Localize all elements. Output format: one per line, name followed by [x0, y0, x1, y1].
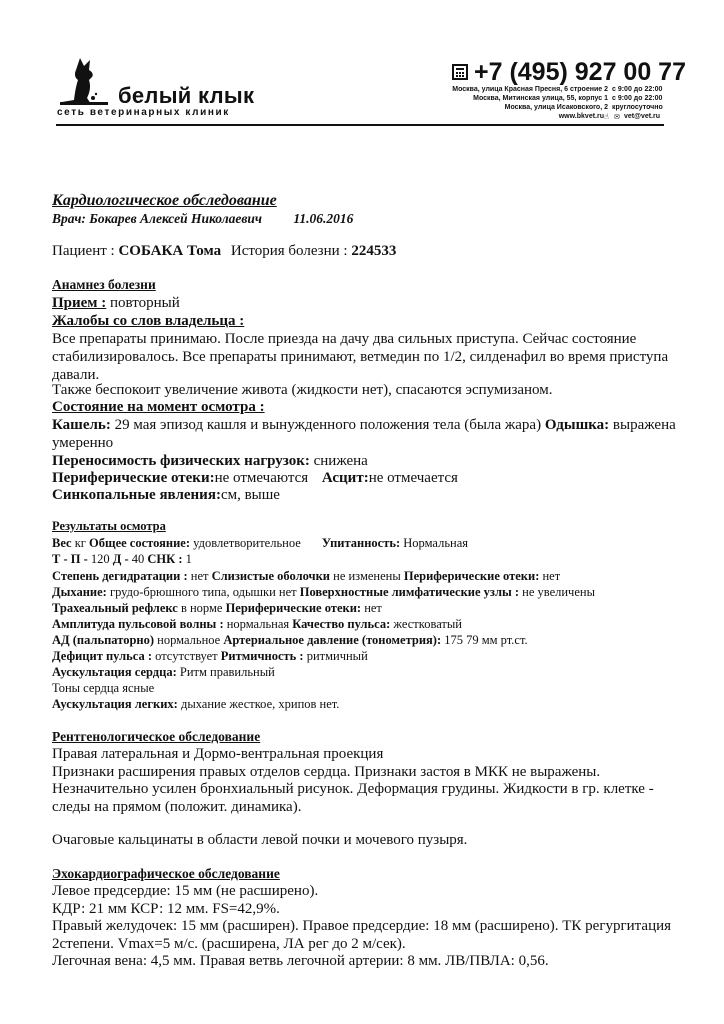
edema-label: Периферические отеки:: [52, 470, 215, 486]
white-fang-dog-logo-icon: [60, 56, 110, 108]
tolerance-line: [52, 452, 368, 470]
general-label: Общее состояние:: [89, 536, 191, 550]
syncope-label: Синкопальные явления:: [52, 487, 221, 503]
complaints-line-1: Все препараты принимаю. После приезда на дачу два сильных приступа. Сейчас состояние: [52, 331, 637, 347]
resp-label: Д -: [112, 552, 129, 566]
vitals-line: [52, 551, 192, 567]
phone-icon: [452, 64, 468, 80]
dehydration-line: Степень дегидратации : нет Слизистые оболочки не изменены Периферические отеки: нет: [52, 569, 561, 583]
dyspnea-label: Одышка:: [544, 417, 610, 433]
cough-line: [52, 416, 676, 434]
complaints-line-2: стабилизировалось. Все препараты принимают, ветмедин по 1/2, силденафил во время приступа: [52, 349, 669, 365]
patient-label: Пациент :: [52, 243, 115, 259]
exam-heading: Результаты осмотра: [52, 519, 166, 533]
xray-line-4: следы на прямом (положит. динамика).: [52, 799, 302, 815]
state-label: Состояние на момент осмотра :: [52, 399, 265, 415]
complaints-line-4: Также беспокоит увеличение живота (жидкости нет), спасаются эспумизаном.: [52, 382, 553, 398]
address-1: Москва, улица Красная Пресня, 6 строение 2: [452, 86, 608, 93]
edema-value: не отмечаются: [214, 470, 309, 486]
syncope-line: [52, 486, 280, 504]
xray-extra: Очаговые кальцинаты в области левой почки и мочевого пузыря.: [52, 832, 468, 848]
ascites-value: не отмечается: [368, 470, 458, 486]
snk-value: 1: [185, 552, 192, 566]
complaints-label: Жалобы со слов владельца :: [52, 313, 245, 329]
xray-line-3: Незначительно усилен бронхиальный рисунок. Деформация грудины. Жидкости в гр. клетке -: [52, 781, 654, 797]
snk-label: СНК :: [147, 552, 183, 566]
xray-heading: Рентгенологическое обследование: [52, 729, 261, 744]
email-icon: ✉: [614, 114, 620, 121]
pulse-deficit-line: Дефицит пульса : отсутствует Ритмичность : ритмичный: [52, 649, 368, 663]
general-value: удовлетворительное: [193, 536, 301, 550]
weight-line: [52, 535, 468, 551]
brand-name: белый клык: [118, 83, 255, 108]
weight-unit: кг: [74, 536, 86, 550]
visit-line: [52, 294, 180, 312]
history-label: История болезни :: [230, 243, 348, 259]
blood-pressure-line: АД (пальпаторно) нормальное Артериальное давление (тонометрия): 175 79 мм рт.ст.: [52, 633, 528, 647]
echo-line-4: 2степени. Vmax=5 м/с. (расширена, ЛА рег до 2 м/сек).: [52, 936, 406, 952]
clinic-phone[interactable]: +7 (495) 927 00 77: [474, 58, 686, 86]
resp-value: 40: [131, 552, 145, 566]
pulse-value: 120: [90, 552, 110, 566]
brand-subtitle: сеть ветеринарных клиник: [57, 107, 230, 118]
echo-line-3: Правый желудочек: 15 мм (расширен). Правое предсердие: 18 мм (расширено). ТК регургитация: [52, 918, 672, 934]
lung-auscultation-line: Аускультация легких: дыхание жесткое, хрипов нет.: [52, 697, 340, 711]
ascites-label: Асцит:: [321, 470, 369, 486]
hours-1: с 9:00 до 22:00: [612, 86, 663, 93]
pulse-label: П -: [70, 552, 88, 566]
doctor-name: Бокарев Алексей Николаевич: [89, 211, 263, 226]
visit-label: Прием :: [52, 295, 107, 311]
history-number: 224533: [351, 243, 397, 259]
patient-line: [52, 242, 396, 260]
tolerance-value: снижена: [313, 453, 368, 469]
heart-tones: Тоны сердца ясные: [52, 681, 155, 695]
hours-3: круглосуточно: [612, 104, 663, 111]
hours-2: с 9:00 до 22:00: [612, 95, 663, 102]
echo-line-2: КДР: 21 мм КСР: 12 мм. FS=42,9%.: [52, 901, 280, 917]
doctor-label: Врач:: [52, 211, 86, 226]
cough-label: Кашель:: [52, 417, 111, 433]
echo-line-1: Левое предсердие: 15 мм (не расширено).: [52, 883, 319, 899]
exam-date: 11.06.2016: [293, 211, 354, 226]
header-divider: [56, 124, 664, 126]
website-link[interactable]: www.bkvet.ru: [558, 113, 604, 120]
doctor-line: [52, 211, 353, 227]
xray-line-2: Признаки расширения правых отделов сердца. Признаки застоя в МКК не выражены.: [52, 764, 601, 780]
cursor-icon: ☝: [604, 112, 609, 121]
weight-label: Вес: [52, 536, 72, 550]
echo-line-5: Легочная вена: 4,5 мм. Правая ветвь легочной артерии: 8 мм. ЛВ/ПВЛА: 0,56.: [52, 953, 549, 969]
cough-value: 29 мая эпизод кашля и вынужденного положения тела (была жара): [114, 417, 542, 433]
nutrition-value: Нормальная: [403, 536, 469, 550]
address-2: Москва, Митинская улица, 55, корпус 1: [473, 95, 608, 102]
heart-auscultation-line: Аускультация сердца: Ритм правильный: [52, 665, 275, 679]
pulse-amplitude-line: Амплитуда пульсовой волны : нормальная Качество пульса: жестковатый: [52, 617, 462, 631]
document-title: Кардиологическое обследование: [52, 192, 277, 209]
complaints-line-3: давали.: [52, 367, 100, 383]
syncope-value: см, выше: [220, 487, 280, 503]
tracheal-line: Трахеальный рефлекс в норме Периферические отеки: нет: [52, 601, 382, 615]
visit-value: повторный: [110, 295, 180, 311]
tolerance-label: Переносимость физических нагрузок:: [52, 453, 310, 469]
address-3: Москва, улица Исаковского, 2: [504, 104, 608, 111]
echo-heading: Эхокардиографическое обследование: [52, 866, 280, 881]
xray-line-1: Правая латеральная и Дормо-вентральная проекция: [52, 746, 384, 762]
breathing-line: Дыхание: грудо-брюшного типа, одышки нет Поверхностные лимфатические узлы : не увеличены: [52, 585, 595, 599]
dyspnea-value: выражена: [612, 417, 676, 433]
patient-name: СОБАКА Тома: [118, 243, 222, 259]
nutrition-label: Упитанность:: [321, 536, 401, 550]
email-link[interactable]: vet@vet.ru: [624, 113, 661, 120]
temp-label: Т -: [52, 552, 68, 566]
dyspnea-cont: умеренно: [52, 435, 114, 451]
edema-line: [52, 469, 458, 487]
anamnesis-heading: Анамнез болезни: [52, 277, 156, 292]
